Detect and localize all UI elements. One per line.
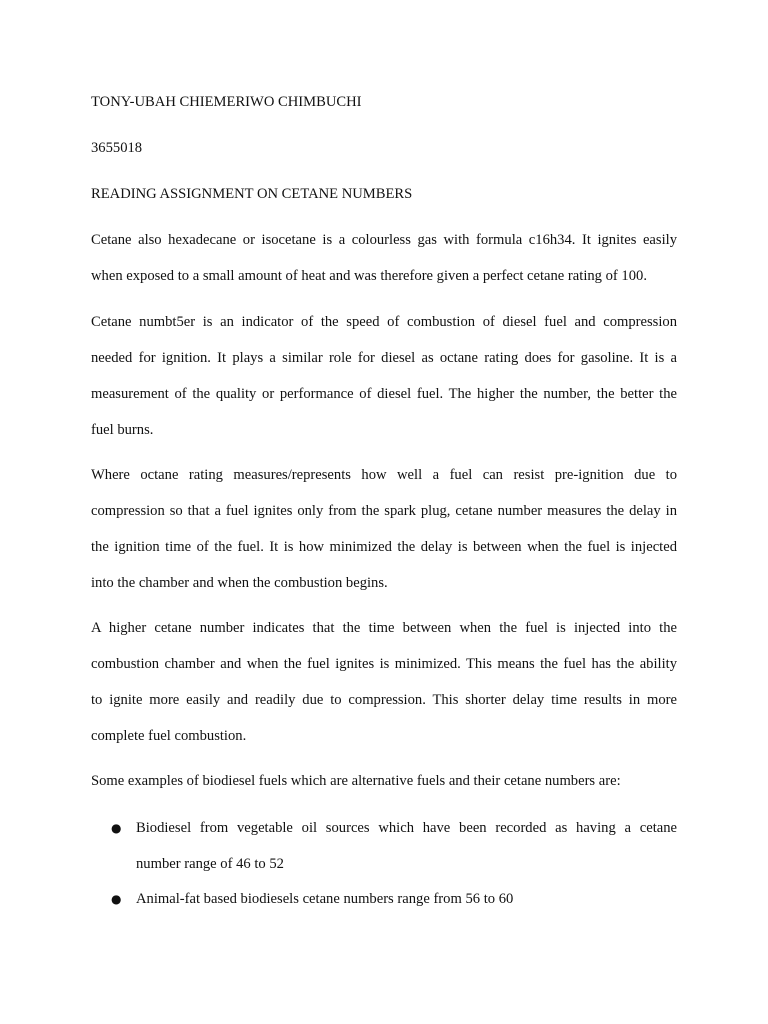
text-line: Cetane numbt5er is an indicator of the speed of combustion of diesel fuel and compression <box>91 314 677 330</box>
text-line: fuel burns. <box>91 422 154 438</box>
bullet-icon: ● <box>111 892 122 906</box>
text-line: into the chamber and when the combustion begins. <box>91 575 388 591</box>
text-line: complete fuel combustion. <box>91 728 247 744</box>
paragraph-cetane-number <box>91 304 677 448</box>
document-title: READING ASSIGNMENT ON CETANE NUMBERS <box>91 186 413 202</box>
text-line: number range of 46 to 52 <box>136 856 284 872</box>
text-line: Some examples of biodiesel fuels which are alternative fuels and their cetane numbers are: <box>91 773 621 789</box>
list-item-text <box>136 881 677 917</box>
bullet-icon: ● <box>111 821 122 835</box>
paragraph-octane-comparison <box>91 457 677 601</box>
paragraph-examples-intro <box>91 763 677 799</box>
author-name: TONY-UBAH CHIEMERIWO CHIMBUCHI <box>91 94 362 110</box>
text-line: A higher cetane number indicates that the time between when the fuel is injected into the <box>91 620 677 636</box>
student-id: 3655018 <box>91 140 143 156</box>
paragraph-higher-cetane <box>91 610 677 754</box>
text-line: Where octane rating measures/represents how well a fuel can resist pre-ignition due to <box>91 467 677 483</box>
text-line: Animal-fat based biodiesels cetane numbers range from 56 to 60 <box>136 891 514 907</box>
text-line: Biodiesel from vegetable oil sources which have been recorded as having a cetane <box>136 820 677 836</box>
text-line: to ignite more easily and readily due to compression. This shorter delay time results in more <box>91 692 677 708</box>
paragraph-cetane-definition <box>91 222 677 294</box>
text-line: needed for ignition. It plays a similar role for diesel as octane rating does for gasoline. It is a <box>91 350 677 366</box>
text-line: the ignition time of the fuel. It is how minimized the delay is between when the fuel is injected <box>91 539 677 555</box>
text-line: compression so that a fuel ignites only from the spark plug, cetane number measures the delay in <box>91 503 677 519</box>
list-item-text <box>136 810 677 882</box>
text-line: when exposed to a small amount of heat and was therefore given a perfect cetane rating of 100. <box>91 268 647 284</box>
text-line: measurement of the quality or performance of diesel fuel. The higher the number, the better the <box>91 386 677 402</box>
text-line: Cetane also hexadecane or isocetane is a colourless gas with formula c16h34. It ignites easily <box>91 232 677 248</box>
text-line: combustion chamber and when the fuel ignites is minimized. This means the fuel has the ability <box>91 656 677 672</box>
